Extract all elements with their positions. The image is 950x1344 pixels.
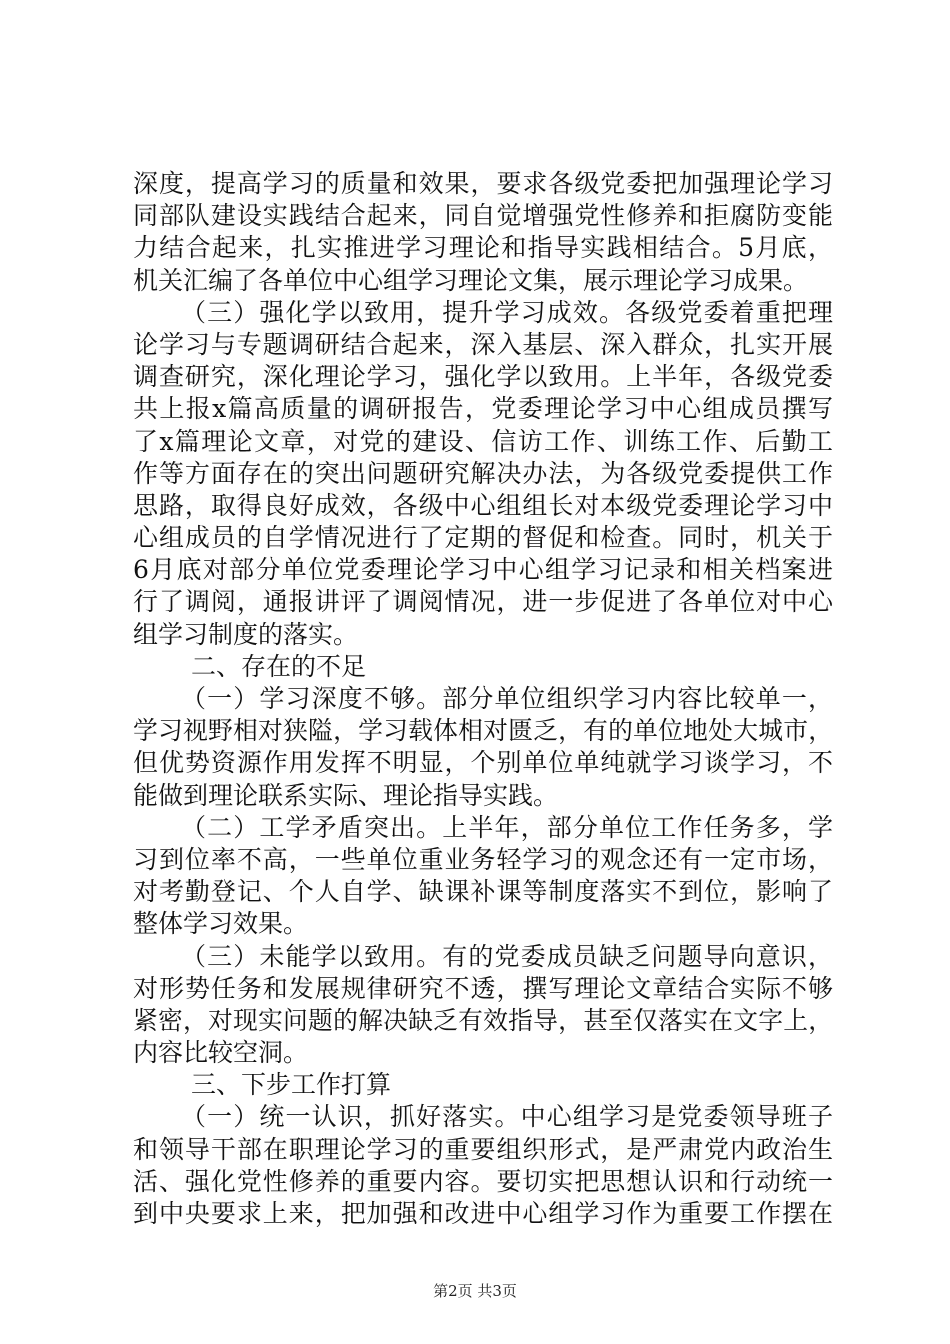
text-line-30: （一）统一认识，抓好落实。中心组学习是党委领导班子 (181, 1102, 833, 1132)
text-line-6: 论学习与专题调研结合起来，深入基层、深入群众，扎实开展 (133, 329, 833, 359)
text-line-13: 6月底对部分单位党委理论学习中心组学习记录和相关档案进 (133, 555, 833, 585)
page-footer: 第2页 共3页 (433, 1282, 517, 1300)
text-line-10: 作等方面存在的突出问题研究解决办法，为各级党委提供工作 (133, 458, 833, 488)
text-line-27: 紧密，对现实问题的解决缺乏有效指导，甚至仅落实在文字上， (133, 1005, 833, 1035)
text-line-26: 对形势任务和发展规律研究不透，撰写理论文章结合实际不够 (133, 973, 833, 1003)
text-line-17: （一）学习深度不够。部分单位组织学习内容比较单一， (181, 684, 833, 713)
text-line-4: 机关汇编了各单位中心组学习理论文集，展示理论学习成果。 (133, 265, 809, 295)
text-line-21: （二）工学矛盾突出。上半年，部分单位工作任务多，学 (181, 812, 833, 842)
text-line-31: 和领导干部在职理论学习的重要组织形式，是严肃党内政治生 (133, 1134, 833, 1164)
text-line-1: 深度，提高学习的质量和效果，要求各级党委把加强理论学习 (133, 169, 833, 198)
text-line-3: 力结合起来，扎实推进学习理论和指导实践相结合。5月底， (133, 233, 833, 263)
text-line-12: 心组成员的自学情况进行了定期的督促和检查。同时，机关于 (133, 523, 833, 553)
text-line-22: 习到位率不高，一些单位重业务轻学习的观念还有一定市场， (133, 844, 833, 874)
text-line-14: 行了调阅，通报讲评了调阅情况，进一步促进了各单位对中心 (133, 587, 833, 617)
text-line-2: 同部队建设实践结合起来，同自觉增强党性修养和拒腐防变能 (133, 201, 833, 231)
section-heading-2: 二、存在的不足 (191, 651, 367, 681)
text-line-25: （三）未能学以致用。有的党委成员缺乏问题导向意识， (181, 941, 833, 971)
document-body (133, 168, 833, 1230)
text-line-24: 整体学习效果。 (133, 909, 309, 939)
text-line-11: 思路，取得良好成效，各级中心组组长对本级党委理论学习中 (133, 490, 833, 520)
text-line-28: 内容比较空洞。 (133, 1038, 309, 1068)
section-heading-3: 三、下步工作打算 (191, 1070, 392, 1100)
text-line-20: 能做到理论联系实际、理论指导实践。 (133, 780, 559, 810)
text-line-5: （三）强化学以致用，提升学习成效。各级党委着重把理 (181, 297, 833, 327)
text-line-23: 对考勤登记、个人自学、缺课补课等制度落实不到位，影响了 (133, 877, 833, 907)
text-line-33: 到中央要求上来，把加强和改进中心组学习作为重要工作摆在 (133, 1199, 833, 1228)
text-line-18: 学习视野相对狭隘，学习载体相对匮乏，有的单位地处大城市， (133, 716, 833, 746)
text-line-19: 但优势资源作用发挥不明显，个别单位单纯就学习谈学习，不 (133, 748, 833, 778)
text-line-9: 了x篇理论文章，对党的建设、信访工作、训练工作、后勤工 (133, 426, 833, 456)
text-line-8: 共上报x篇高质量的调研报告，党委理论学习中心组成员撰写 (133, 394, 833, 424)
text-line-15: 组学习制度的落实。 (133, 619, 359, 649)
text-line-7: 调查研究，深化理论学习，强化学以致用。上半年，各级党委 (133, 362, 833, 392)
text-line-32: 活、强化党性修养的重要内容。要切实把思想认识和行动统一 (133, 1166, 833, 1196)
